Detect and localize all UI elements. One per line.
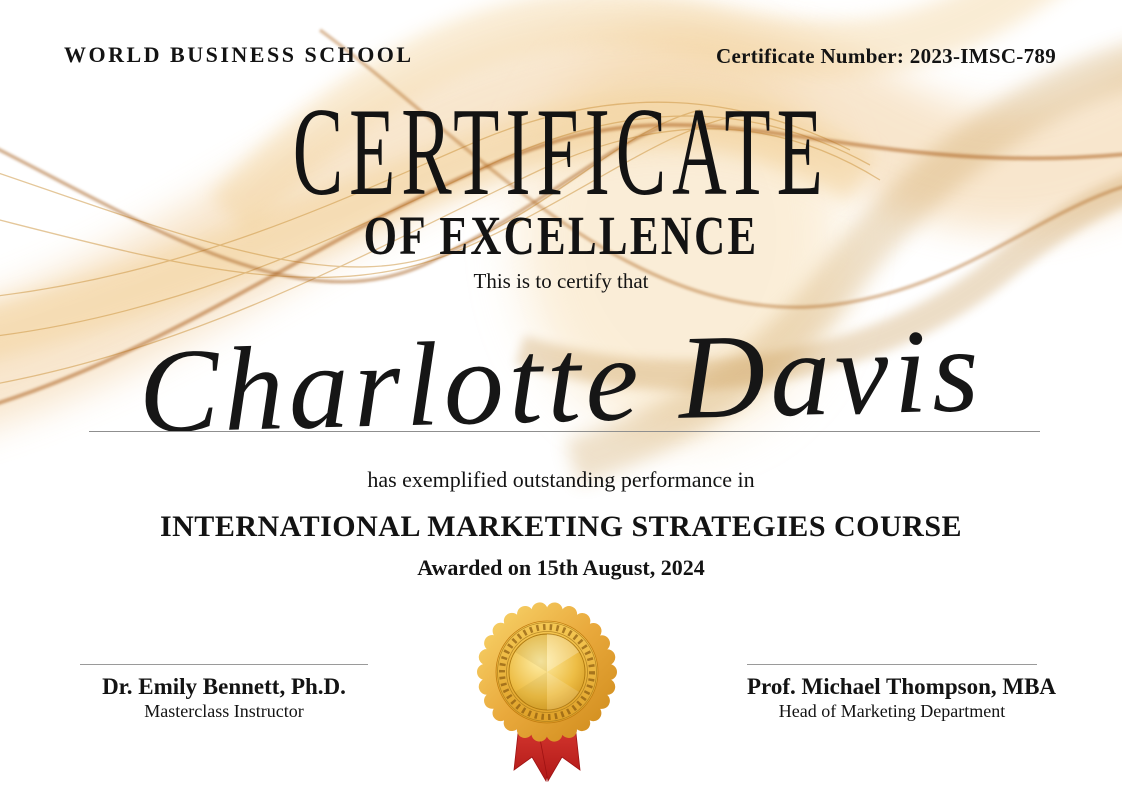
signatory-name: Prof. Michael Thompson, MBA (747, 674, 1057, 699)
award-date: Awarded on 15th August, 2024 (417, 555, 705, 580)
gold-medal-icon (472, 597, 622, 787)
signatory-title: Masterclass Instructor (144, 701, 304, 722)
signatory-name: Dr. Emily Bennett, Ph.D. (102, 674, 346, 699)
certify-text: This is to certify that (473, 269, 649, 293)
signature-block-department-head (747, 664, 1057, 722)
certificate-subtitle-text: OF EXCELLENCE (363, 205, 759, 266)
school-name: WORLD BUSINESS SCHOOL (64, 42, 414, 67)
signatory-title: Head of Marketing Department (778, 701, 1006, 722)
certificate-number: Certificate Number: 2023-IMSC-789 (716, 44, 1056, 68)
certificate-title-text: CERTIFICATE (292, 83, 830, 222)
certificate-subtitle (0, 205, 1122, 266)
course-name: INTERNATIONAL MARKETING STRATEGIES COURSE (159, 510, 963, 543)
certificate-title (0, 83, 1122, 222)
recipient-name: Charlotte Davis (136, 302, 986, 459)
signature-block-instructor (80, 664, 368, 722)
performance-text: has exemplified outstanding performance in (367, 467, 755, 492)
recipient-underline (89, 431, 1040, 432)
